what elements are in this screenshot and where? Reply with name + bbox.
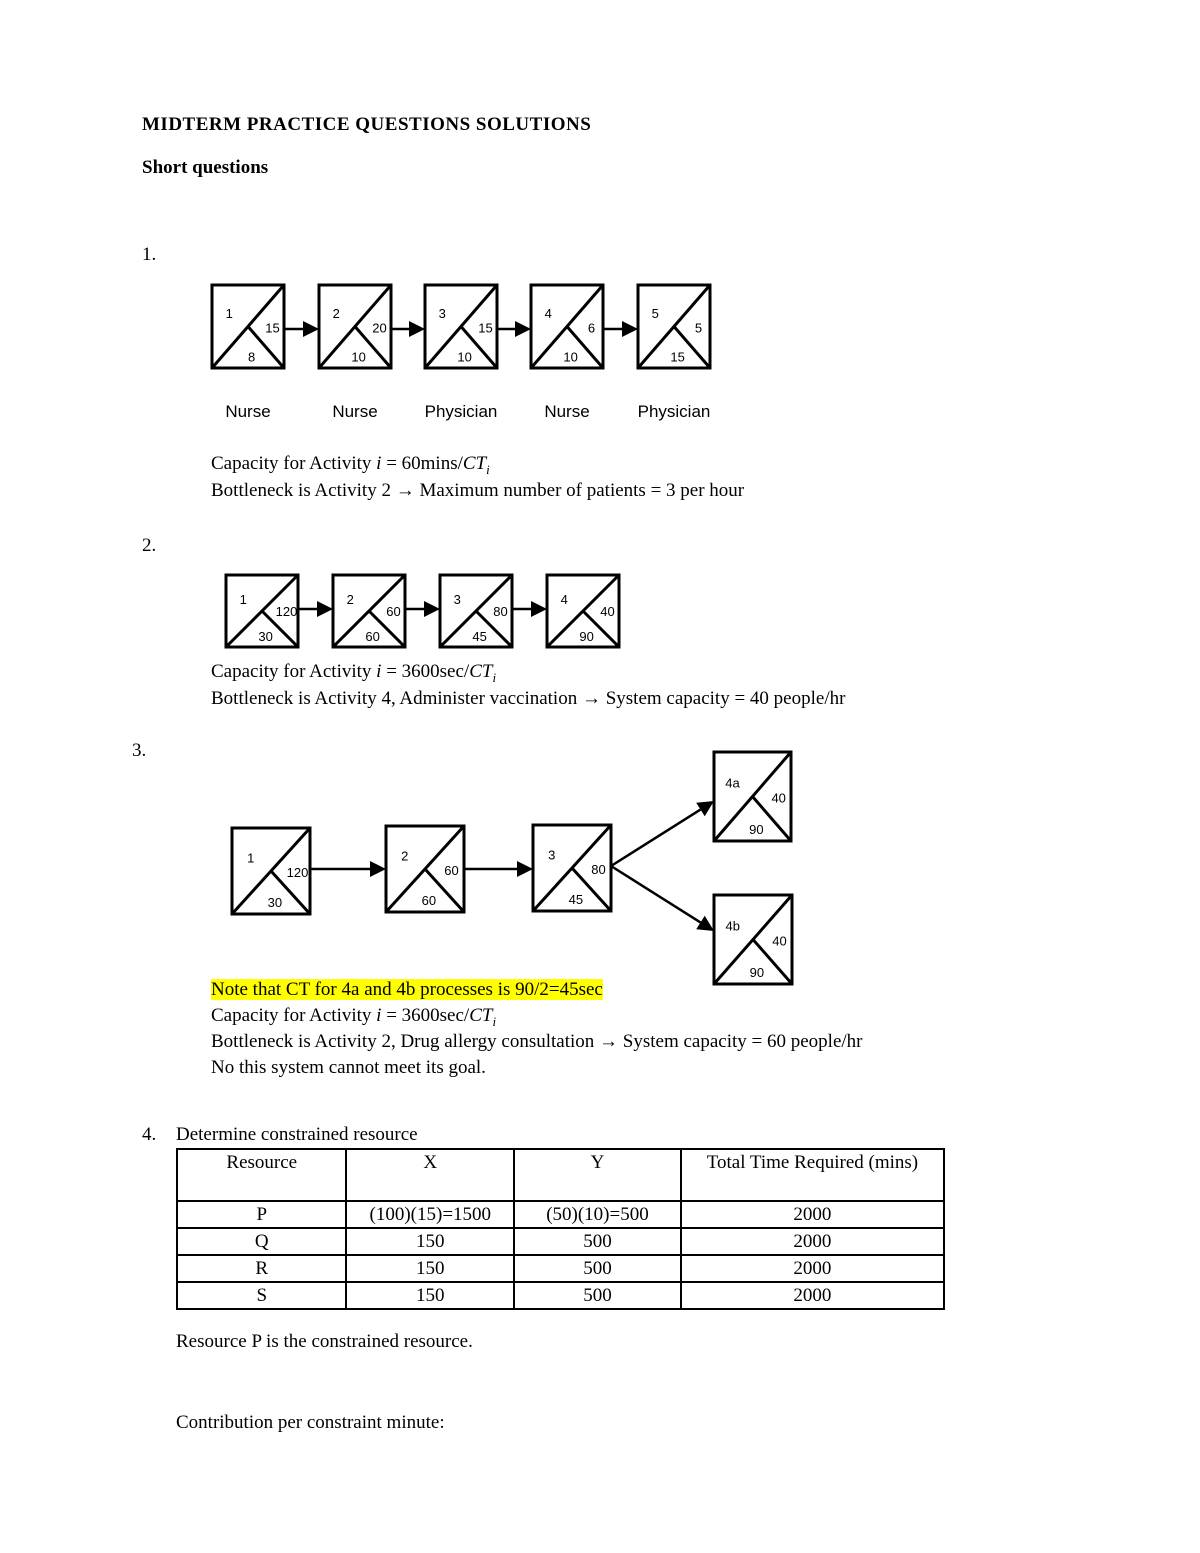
- capacity-label: Capacity for Activity: [211, 453, 377, 474]
- activity-value-right: 120: [275, 604, 298, 620]
- activity-value-bottom: 90: [749, 964, 765, 980]
- table-header-row: [177, 1149, 944, 1201]
- q4-heading: Determine constrained resource: [176, 1124, 418, 1145]
- role-label: Nurse: [332, 402, 378, 421]
- activity-value-bottom: 60: [365, 629, 380, 645]
- activity-value-right: 6: [587, 320, 596, 336]
- table-cell: 150: [346, 1228, 514, 1255]
- activity-value-bottom: 10: [351, 349, 366, 365]
- note-highlight: [211, 979, 603, 1001]
- table-cell: 500: [514, 1255, 681, 1282]
- activity-id-label: 5: [651, 306, 659, 322]
- role-label: Physician: [637, 402, 711, 421]
- activity-value-right: 40: [600, 604, 615, 620]
- page-title: MIDTERM PRACTICE QUESTIONS SOLUTIONS: [142, 114, 592, 135]
- activity-id-label: 4a: [725, 775, 740, 791]
- activity-value-bottom: 90: [749, 821, 764, 837]
- activity-id-label: 4: [544, 306, 552, 322]
- cycle-time-symbol: CT: [462, 453, 487, 474]
- activity-var: i: [376, 453, 382, 474]
- activity-value-right: 15: [478, 320, 493, 336]
- activity-value-bottom: 8: [247, 349, 256, 365]
- activity-id-label: 2: [332, 306, 340, 322]
- activity-id-label: 3: [453, 591, 461, 607]
- cycle-time-subscript: i: [486, 461, 490, 477]
- question-number-2: 2.: [142, 535, 157, 556]
- cycle-time-subscript: i: [492, 669, 497, 685]
- table-row: [177, 1255, 944, 1282]
- flow-arrow-line: [611, 866, 700, 922]
- goal-statement-q3: No this system cannot meet its goal.: [211, 1057, 486, 1078]
- capacity-unit: = 60mins/: [381, 453, 463, 474]
- table-cell: (50)(10)=500: [514, 1201, 681, 1228]
- table-cell: 2000: [681, 1255, 944, 1282]
- table-cell: 2000: [681, 1228, 944, 1255]
- column-header-total-time: Total Time Required (mins): [681, 1149, 944, 1201]
- table-cell: 150: [346, 1255, 514, 1282]
- activity-value-bottom: 30: [258, 629, 273, 645]
- role-label: Nurse: [544, 402, 590, 421]
- table-cell: P: [177, 1201, 346, 1228]
- activity-value-right: 20: [372, 320, 387, 336]
- column-header-x: X: [346, 1149, 514, 1201]
- activity-var: i: [376, 1005, 382, 1026]
- activity-id-label: 2: [401, 848, 409, 864]
- role-label: Physician: [424, 402, 498, 421]
- cycle-time-symbol: CT: [469, 1005, 493, 1026]
- capacity-label: Capacity for Activity: [211, 1005, 377, 1026]
- table-cell: R: [177, 1255, 346, 1282]
- activity-value-right: 80: [591, 862, 606, 878]
- activity-value-bottom: 10: [457, 349, 472, 365]
- resource-table: [176, 1148, 945, 1310]
- activity-id-label: 1: [239, 591, 247, 607]
- capacity-unit: = 3600sec/: [381, 1005, 470, 1026]
- flow-arrow-head: [517, 861, 533, 877]
- highlighted-note: Note that CT for 4a and 4b processes is 90/2=45sec: [211, 979, 603, 1000]
- capacity-formula-q3: [211, 1005, 496, 1030]
- table-cell: S: [177, 1282, 346, 1309]
- table-row: [177, 1228, 944, 1255]
- activity-value-bottom: 10: [563, 349, 578, 365]
- question-number-1: 1.: [142, 244, 157, 265]
- activity-id-label: 1: [247, 850, 255, 866]
- activity-value-bottom: 90: [579, 629, 594, 645]
- activity-id-label: 4b: [725, 918, 740, 934]
- activity-id-label: 3: [438, 306, 446, 322]
- activity-var: i: [376, 661, 382, 682]
- flow-arrow-line: [611, 810, 700, 866]
- table-cell: 500: [514, 1282, 681, 1309]
- table-cell: 150: [346, 1282, 514, 1309]
- activity-value-right: 15: [265, 320, 280, 336]
- cycle-time-subscript: i: [492, 1013, 497, 1029]
- bottleneck-statement-q3: Bottleneck is Activity 2, Drug allergy consultation → System capacity = 60 people/hr: [211, 1031, 863, 1052]
- flow-arrow-head: [696, 801, 714, 816]
- table-row: [177, 1201, 944, 1228]
- contribution-heading: Contribution per constraint minute:: [176, 1412, 445, 1433]
- flow-arrow-head: [370, 861, 386, 877]
- question-number-3: 3.: [132, 740, 147, 761]
- cycle-time-symbol: CT: [469, 661, 493, 682]
- capacity-unit: = 3600sec/: [381, 661, 470, 682]
- table-cell: Q: [177, 1228, 346, 1255]
- activity-value-right: 120: [286, 865, 309, 881]
- table-cell: 2000: [681, 1201, 944, 1228]
- flow-arrow-head: [696, 916, 714, 931]
- activity-value-bottom: 30: [267, 895, 283, 911]
- bottleneck-statement-q1: Bottleneck is Activity 2 → Maximum number of patients = 3 per hour: [211, 480, 745, 501]
- activity-value-bottom: 45: [568, 892, 584, 908]
- table-cell: 2000: [681, 1282, 944, 1309]
- column-header-resource: Resource: [177, 1149, 346, 1201]
- role-label: Nurse: [225, 402, 271, 421]
- activity-value-right: 60: [386, 604, 401, 620]
- activity-value-bottom: 60: [421, 893, 437, 909]
- activity-id-label: 2: [346, 591, 354, 607]
- constrained-resource-conclusion: Resource P is the constrained resource.: [176, 1331, 473, 1352]
- table-row: [177, 1282, 944, 1309]
- activity-id-label: 4: [560, 591, 568, 607]
- bottleneck-statement-q2: Bottleneck is Activity 4, Administer vaccination → System capacity = 40 people/hr: [211, 688, 846, 709]
- section-heading: Short questions: [142, 157, 269, 178]
- question-number-4: 4.: [142, 1124, 157, 1145]
- activity-id-label: 1: [225, 306, 233, 322]
- table-cell: (100)(15)=1500: [346, 1201, 514, 1228]
- activity-value-right: 80: [493, 604, 508, 620]
- activity-value-bottom: 45: [472, 629, 487, 645]
- activity-id-label: 3: [548, 847, 556, 863]
- activity-value-right: 40: [771, 790, 786, 806]
- activity-value-right: 60: [444, 863, 459, 879]
- activity-value-right: 40: [772, 933, 787, 949]
- table-cell: 500: [514, 1228, 681, 1255]
- activity-value-right: 5: [694, 320, 703, 336]
- activity-value-bottom: 15: [670, 349, 685, 365]
- capacity-label: Capacity for Activity: [211, 661, 377, 682]
- column-header-y: Y: [514, 1149, 681, 1201]
